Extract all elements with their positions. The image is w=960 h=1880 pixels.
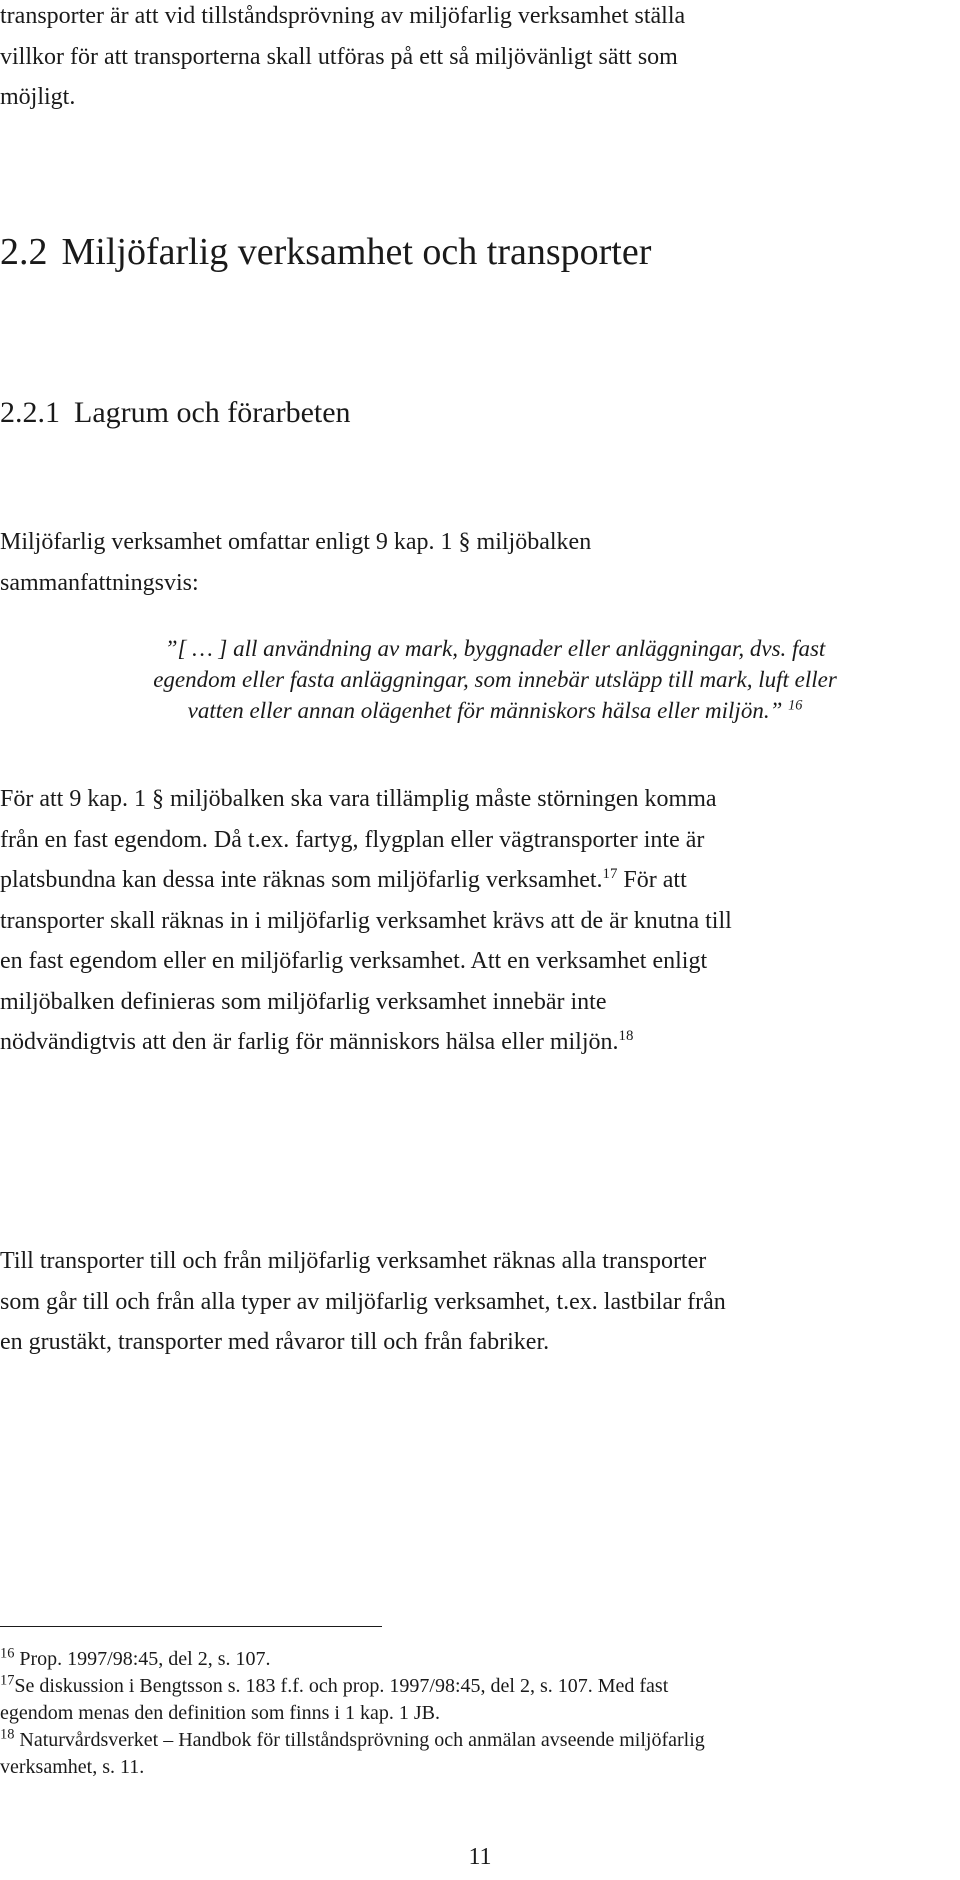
paragraph-line: För att 9 kap. 1 § miljöbalken ska vara tillämplig måste störningen komma xyxy=(0,786,717,812)
quote-line: egendom eller fasta anläggningar, som innebär utsläpp till mark, luft eller xyxy=(153,667,837,692)
subsection-heading xyxy=(0,393,960,433)
footnote-17 xyxy=(0,1673,960,1727)
block-quote xyxy=(45,633,945,726)
paragraph-line: från en fast egendom. Då t.ex. fartyg, flygplan eller vägtransporter inte är xyxy=(0,826,705,853)
footnote-text: egendom menas den definition som finns i 1 kap. 1 JB. xyxy=(0,1702,440,1724)
quote-line: vatten eller annan olägenhet för människors hälsa eller miljön.” xyxy=(187,698,783,723)
quote-line: ”[ … ] all användning av mark, byggnader eller anläggningar, dvs. fast xyxy=(164,636,826,661)
footnote-ref-18[interactable]: 18 xyxy=(618,1028,634,1044)
footnote-number: 18 xyxy=(0,1726,15,1743)
intro-line: villkor för att transporterna skall utföras på ett så miljövänligt sätt som xyxy=(0,43,678,70)
section-number: 2.2 xyxy=(0,231,48,273)
paragraph xyxy=(0,522,960,603)
footnote-separator xyxy=(0,1626,382,1627)
footnote-number: 17 xyxy=(0,1672,15,1689)
paragraph-line: en grustäkt, transporter med råvaror till och från fabriker. xyxy=(0,1329,550,1355)
paragraph-line: platsbundna kan dessa inte räknas som miljöfarlig verksamhet. xyxy=(0,867,603,893)
paragraph-line: nödvändigtvis att den är farlig för människors hälsa eller miljön. xyxy=(0,1029,619,1055)
paragraph-line: Miljöfarlig verksamhet omfattar enligt 9 kap. 1 § miljöbalken xyxy=(0,529,592,555)
page-number: 11 xyxy=(468,1844,492,1870)
intro-line: möjligt. xyxy=(0,84,76,110)
subsection-title: Lagrum och förarbeten xyxy=(74,396,351,429)
section-heading xyxy=(0,228,960,276)
intro-line: transporter är att vid tillståndsprövning av miljöfarlig verksamhet ställa xyxy=(0,3,686,29)
footnote-text: verksamhet, s. 11. xyxy=(0,1756,145,1778)
subsection-number: 2.2.1 xyxy=(0,396,60,429)
intro-paragraph xyxy=(0,0,960,118)
paragraph-line: transporter skall räknas in i miljöfarlig verksamhet krävs att de är knutna till xyxy=(0,907,732,934)
paragraph xyxy=(0,779,960,1063)
paragraph-line: miljöbalken definieras som miljöfarlig verksamhet innebär inte xyxy=(0,988,607,1015)
paragraph-line: För att xyxy=(617,867,687,893)
section-title: Miljöfarlig verksamhet och transporter xyxy=(61,231,652,273)
footnote-text: Naturvårdsverket – Handbok för tillståndsprövning och anmälan avseende miljöfarlig xyxy=(14,1729,705,1751)
paragraph xyxy=(0,1241,960,1363)
paragraph-line: Till transporter till och från miljöfarlig verksamhet räknas alla transporter xyxy=(0,1248,707,1274)
footnote-16 xyxy=(0,1646,960,1673)
footnote-text: Prop. 1997/98:45, del 2, s. 107. xyxy=(14,1648,271,1670)
footnote-text: Se diskussion i Bengtsson s. 183 f.f. och prop. 1997/98:45, del 2, s. 107. Med fast xyxy=(14,1675,669,1697)
paragraph-line: en fast egendom eller en miljöfarlig verksamhet. Att en verksamhet enligt xyxy=(0,948,708,974)
footnote-number: 16 xyxy=(0,1645,15,1662)
paragraph-line: sammanfattningsvis: xyxy=(0,569,199,596)
paragraph-line: som går till och från alla typer av miljöfarlig verksamhet, t.ex. lastbilar från xyxy=(0,1288,726,1315)
footnote-ref-16[interactable]: 16 xyxy=(788,697,803,714)
footnote-ref-17[interactable]: 17 xyxy=(602,866,618,882)
footnote-18 xyxy=(0,1727,960,1781)
